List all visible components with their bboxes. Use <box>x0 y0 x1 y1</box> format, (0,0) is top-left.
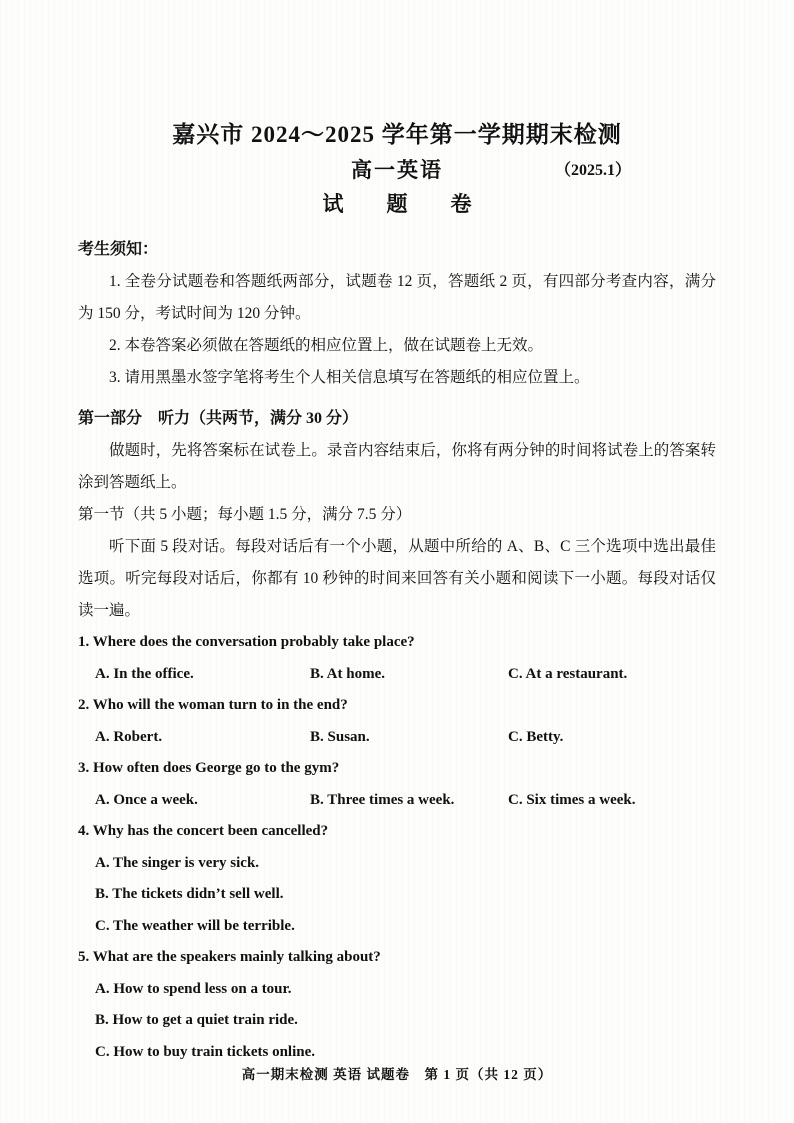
question-text: 4. Why has the concert been cancelled? <box>78 823 329 839</box>
question-text: 5. What are the speakers mainly talking about? <box>78 949 381 965</box>
question-options <box>78 785 716 817</box>
option-a: A. In the office. <box>95 665 194 682</box>
notice-item-2: 2. 本卷答案必须做在答题纸的相应位置上，做在试题卷上无效。 <box>109 337 544 354</box>
section1-instructions: 听下面 5 段对话。每段对话后有一个小题，从题中所给的 A、B、C 三个选项中选出最佳选项。听完每段对话后，你都有 10 秒钟的时间来回答有关小题和阅读下一小题。每段对话仅读一遍。 <box>78 538 716 619</box>
option-a: A. Once a week. <box>95 791 198 808</box>
candidate-notice <box>78 234 716 394</box>
question-text: 2. Who will the woman turn to in the end? <box>78 697 348 713</box>
option-b: B. How to get a quiet train ride. <box>95 1012 298 1028</box>
option-b: B. Susan. <box>310 728 370 745</box>
paper-type-label: 试 题 卷 <box>322 192 491 216</box>
option-c: C. At a restaurant. <box>508 665 628 682</box>
option-a: A. How to spend less on a tour. <box>95 980 292 997</box>
question-5 <box>78 942 716 1068</box>
exam-subtitle-row <box>78 154 716 186</box>
question-options <box>78 848 716 943</box>
question-options <box>78 722 716 754</box>
part1-heading: 第一部分 听力（共两节，满分 30 分） <box>78 410 359 427</box>
exam-title: 嘉兴市 2024～2025 学年第一学期期末检测 <box>172 122 622 147</box>
notice-item-1: 1. 全卷分试题卷和答题纸两部分，试题卷 12 页，答题纸 2 页，有四部分考查内容，满分为 150 分，考试时间为 120 分钟。 <box>78 273 716 322</box>
question-options <box>78 659 716 691</box>
option-c: C. Betty. <box>508 728 564 745</box>
option-b: B. The tickets didn’t sell well. <box>95 886 284 902</box>
part1-instructions: 做题时，先将答案标在试卷上。录音内容结束后，你将有两分钟的时间将试卷上的答案转涂到答题纸上。 <box>78 442 716 491</box>
question-1 <box>78 627 716 690</box>
question-2 <box>78 690 716 753</box>
option-b: B. Three times a week. <box>310 791 455 808</box>
option-c: C. Six times a week. <box>508 791 636 808</box>
question-4 <box>78 816 716 942</box>
question-options <box>78 974 716 1069</box>
exam-date: （2025.1） <box>555 162 632 179</box>
option-a: A. Robert. <box>95 728 163 745</box>
question-text: 1. Where does the conversation probably take place? <box>78 634 415 650</box>
question-text: 3. How often does George go to the gym? <box>78 760 340 776</box>
option-b: B. At home. <box>310 665 385 682</box>
option-a: A. The singer is very sick. <box>95 854 260 871</box>
option-c: C. How to buy train tickets online. <box>95 1043 316 1060</box>
section1-heading: 第一节（共 5 小题；每小题 1.5 分，满分 7.5 分） <box>78 506 412 523</box>
option-c: C. The weather will be terrible. <box>95 917 295 934</box>
question-3 <box>78 753 716 816</box>
notice-heading: 考生须知： <box>78 241 159 258</box>
exam-subject: 高一英语 <box>351 158 443 182</box>
page-footer: 高一期末检测 英语 试题卷 第 1 页（共 12 页） <box>241 1067 553 1082</box>
notice-item-3: 3. 请用黑墨水签字笔将考生个人相关信息填写在答题纸的相应位置上。 <box>109 369 590 386</box>
